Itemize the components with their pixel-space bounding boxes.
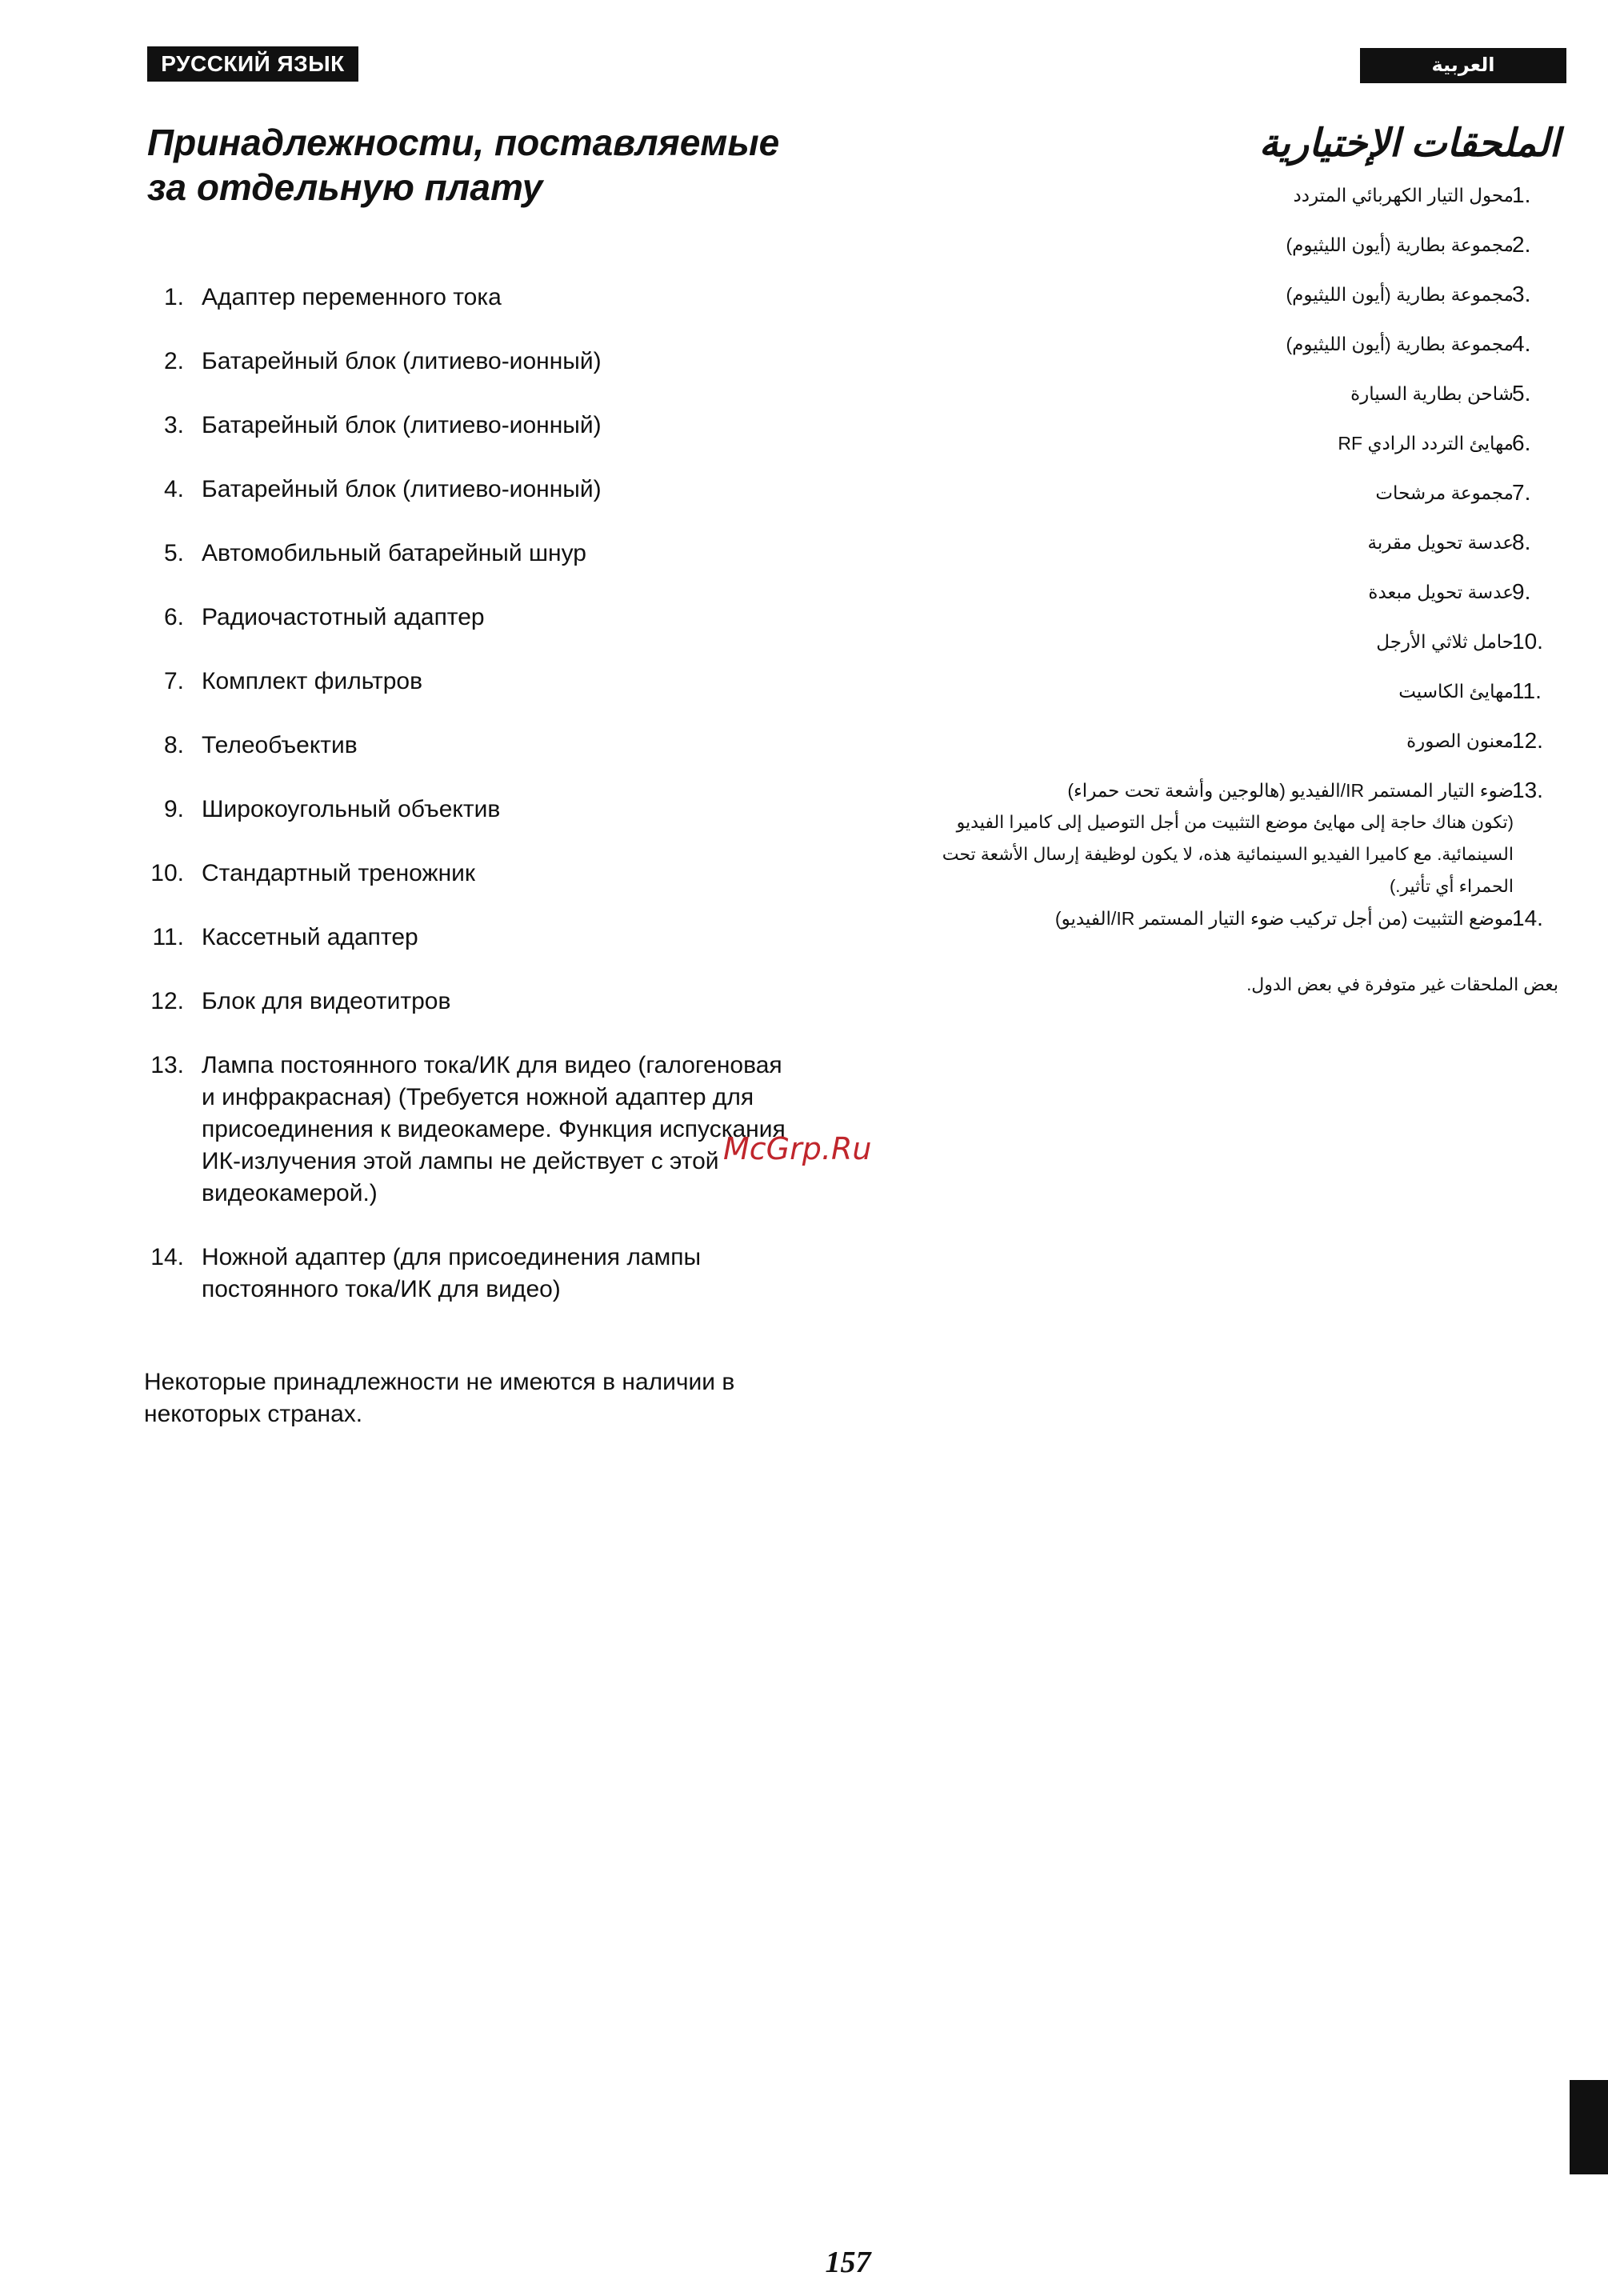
list-item: 1. Адаптер переменного тока bbox=[144, 282, 848, 314]
list-item: 7. مجموعة مرشحات bbox=[896, 477, 1560, 509]
list-item: 4. Батарейный блок (литиево-ионный) bbox=[144, 474, 848, 506]
list-item: 12. Блок для видеотитров bbox=[144, 986, 848, 1018]
list-item: 4. مجموعة بطارية (أيون الليثيوم) bbox=[896, 328, 1560, 360]
list-item-text: Адаптер переменного тока bbox=[202, 284, 502, 310]
list-item-text: عدسة تحويل مبعدة bbox=[1368, 582, 1514, 602]
list-item: 5. شاحن بطارية السيارة bbox=[896, 378, 1560, 410]
list-item-text: Радиочастотный адаптер bbox=[202, 604, 485, 630]
list-item: 10. حامل ثلاثي الأرجل bbox=[896, 626, 1560, 658]
list-item-text: حامل ثلاثي الأرجل bbox=[1376, 631, 1514, 652]
list-item: 6. Радиочастотный адаптер bbox=[144, 602, 848, 634]
list-item: 1. محول التيار الكهربائي المتردد bbox=[896, 179, 1560, 211]
arabic-section-title: الملحقات الإختيارية bbox=[1258, 122, 1560, 165]
list-item: 2. مجموعة بطارية (أيون الليثيوم) bbox=[896, 229, 1560, 261]
list-item-text: Батарейный блок (литиево-ионный) bbox=[202, 348, 602, 374]
list-item: 8. Телеобъектив bbox=[144, 730, 848, 762]
arabic-availability-note: بعض الملحقات غير متوفرة في بعض الدول. bbox=[1246, 974, 1558, 994]
list-item: 13. Лампа постоянного тока/ИК для видео (галогеновая и инфракрасная) (Требуется ножной адаптер для присоединения к видеокамере. Функция испускания ИК-излучения этой лампы не действует с этой видеокамерой.) bbox=[144, 1050, 848, 1210]
list-item-text: مجموعة بطارية (أيون الليثيوم) bbox=[1286, 334, 1514, 354]
list-item-text: Телеобъектив bbox=[202, 732, 358, 758]
list-item-text: مجموعة بطارية (أيون الليثيوم) bbox=[1286, 284, 1514, 305]
language-badge-russian: РУССКИЙ ЯЗЫК bbox=[147, 46, 358, 82]
list-item: 14. Ножной адаптер (для присоединения лампы постоянного тока/ИК для видео) bbox=[144, 1242, 848, 1306]
list-item-text: Автомобильный батарейный шнур bbox=[202, 540, 586, 566]
list-item-text: عدسة تحويل مقربة bbox=[1367, 532, 1514, 553]
language-badge-arabic: العربية bbox=[1360, 48, 1566, 83]
list-item: 8. عدسة تحويل مقربة bbox=[896, 526, 1560, 558]
list-item-text: مجموعة مرشحات bbox=[1375, 482, 1514, 503]
list-item-text: شاحن بطارية السيارة bbox=[1350, 383, 1514, 404]
russian-section-title: Принадлежности, поставляемые за отдельную плату bbox=[147, 122, 780, 208]
list-item-subtext: (تكون هناك حاجة إلى مهايئ موضع التثبيت من أجل التوصيل إلى كاميرا الفيديو السينمائية. مع كاميرا الفيديو السينمائية هذه، لا يكون لوظيفة إرسال الأشعة تحت الحمراء أي تأثير.) bbox=[942, 812, 1514, 896]
list-item: 11. مهايئ الكاسيت bbox=[896, 675, 1560, 707]
list-item-text: محول التيار الكهربائي المتردد bbox=[1293, 185, 1514, 206]
arabic-accessory-list bbox=[896, 179, 1560, 934]
list-item-text: مهايئ الكاسيت bbox=[1398, 681, 1514, 702]
list-item: 9. عدسة تحويل مبعدة bbox=[896, 576, 1560, 608]
list-item-text: موضع التثبيت (من أجل تركيب ضوء التيار المستمر IR/الفيديو) bbox=[1054, 908, 1514, 929]
list-item-text: مجموعة بطارية (أيون الليثيوم) bbox=[1286, 234, 1514, 255]
list-item: 6. مهايئ التردد الرادي RF bbox=[896, 427, 1560, 459]
list-item: 3. مجموعة بطارية (أيون الليثيوم) bbox=[896, 278, 1560, 310]
list-item: 11. Кассетный адаптер bbox=[144, 922, 848, 954]
list-item-text: Батарейный блок (литиево-ионный) bbox=[202, 412, 602, 438]
list-item-text: Стандартный треножник bbox=[202, 860, 476, 886]
list-item-text: Широкоугольный объектив bbox=[202, 796, 501, 822]
list-item: 10. Стандартный треножник bbox=[144, 858, 848, 890]
list-item-text: معنون الصورة bbox=[1406, 730, 1514, 751]
list-item: 12. معنون الصورة bbox=[896, 725, 1560, 757]
list-item: 2. Батарейный блок (литиево-ионный) bbox=[144, 346, 848, 378]
list-item: 3. Батарейный блок (литиево-ионный) bbox=[144, 410, 848, 442]
page-number: 157 bbox=[825, 2246, 871, 2279]
list-item-text: Кассетный адаптер bbox=[202, 924, 418, 950]
russian-availability-note: Некоторые принадлежности не имеются в наличии в некоторых странах. bbox=[144, 1369, 735, 1427]
list-item: 14. موضع التثبيت (من أجل تركيب ضوء التيار المستمر IR/الفيديو) bbox=[896, 902, 1560, 934]
list-item-text: ضوء التيار المستمر IR/الفيديو (هالوجين وأشعة تحت حمراء) bbox=[1067, 780, 1514, 801]
list-item: 5. Автомобильный батарейный шнур bbox=[144, 538, 848, 570]
list-item: 9. Широкоугольный объектив bbox=[144, 794, 848, 826]
watermark: McGrp.Ru bbox=[723, 1131, 872, 1166]
list-item-text: Ножной адаптер (для присоединения лампы постоянного тока/ИК для видео) bbox=[202, 1244, 702, 1302]
list-item: 13. ضوء التيار المستمر IR/الفيديو (هالوجين وأشعة تحت حمراء) (تكون هناك حاجة إلى مهايئ موضع التثبيت من أجل التوصيل إلى كاميرا الفيديو السينمائية. مع كاميرا الفيديو السينمائية هذه، لا يكون لوظيفة إرسال الأشعة تحت الحمراء أي تأثير.) bbox=[896, 774, 1560, 902]
list-item-text: Блок для видеотитров bbox=[202, 988, 451, 1014]
list-item: 7. Комплект фильтров bbox=[144, 666, 848, 698]
list-item-text: Батарейный блок (литиево-ионный) bbox=[202, 476, 602, 502]
section-edge-tab bbox=[1570, 2080, 1608, 2174]
list-item-text: مهايئ التردد الرادي RF bbox=[1338, 433, 1514, 454]
list-item-text: Комплект фильтров bbox=[202, 668, 423, 694]
list-item-text: Лампа постоянного тока/ИК для видео (галогеновая и инфракрасная) (Требуется ножной адаптер для присоединения к видеокамере. Функция испускания ИК-излучения этой лампы не действует с этой видеокамерой.) bbox=[202, 1052, 786, 1206]
